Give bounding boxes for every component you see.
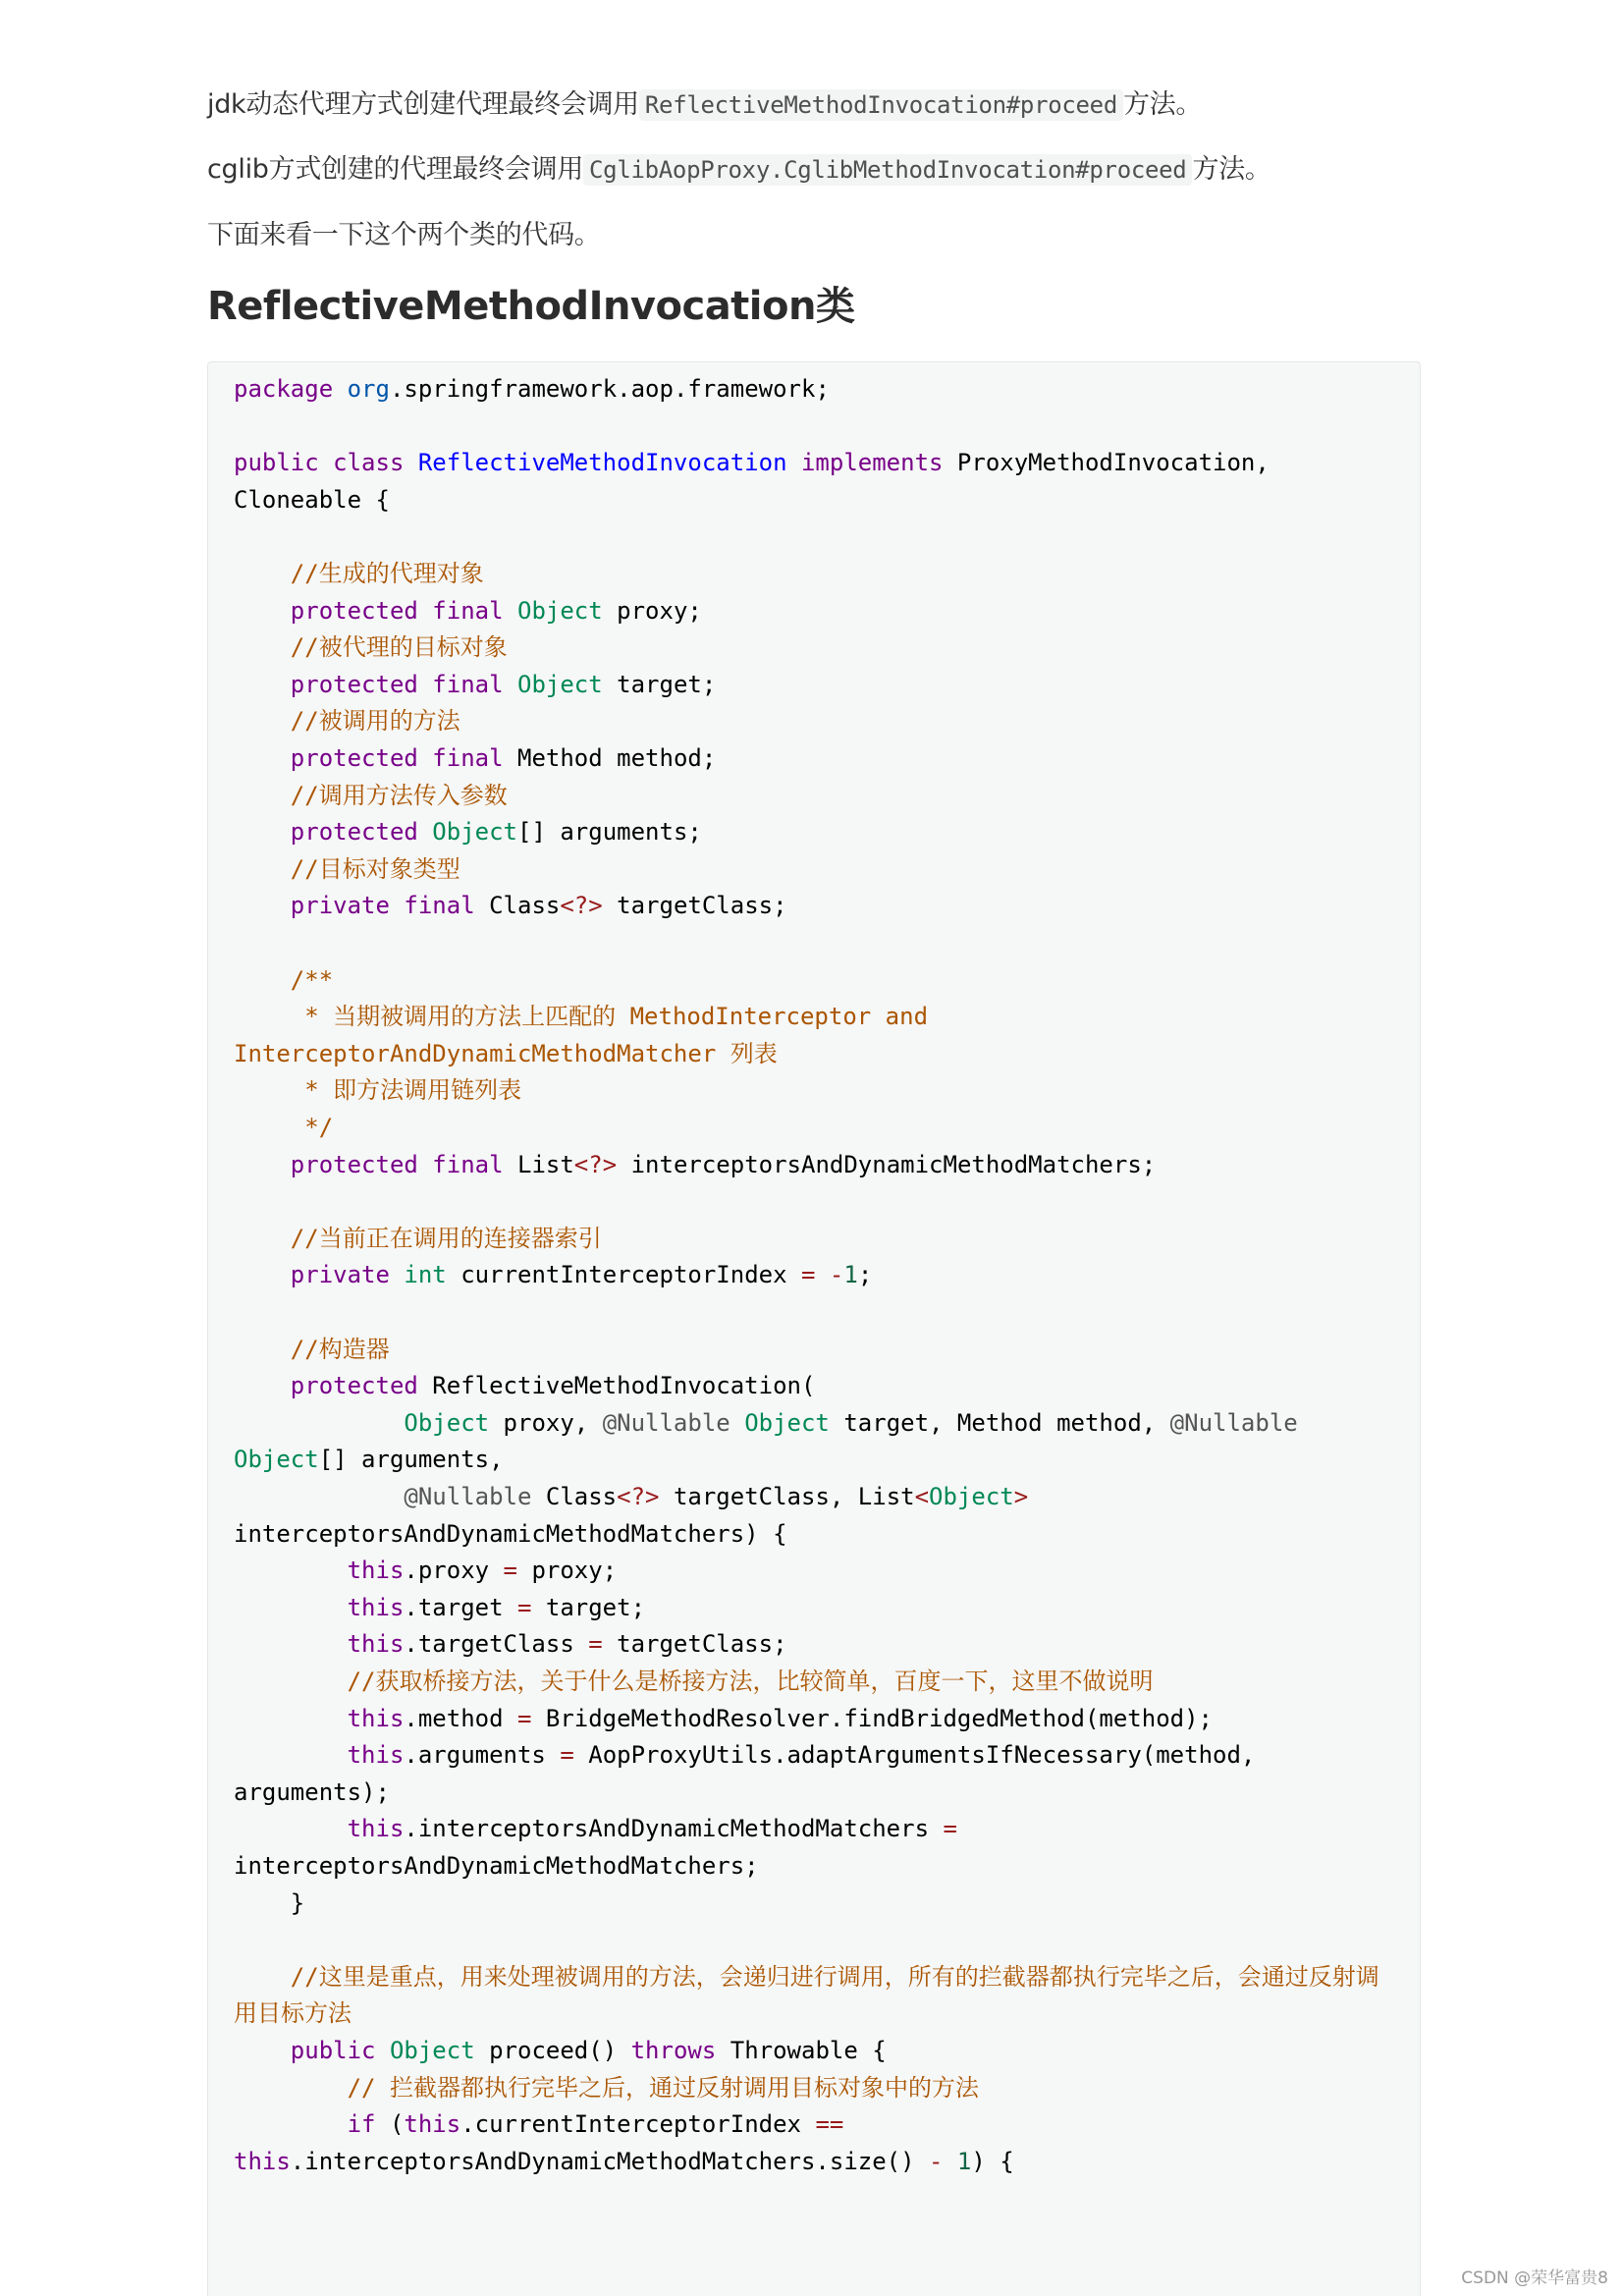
- code-line: [234, 1998, 351, 2028]
- code-token: =: [588, 1630, 603, 1659]
- code-line: [234, 1150, 1156, 1179]
- code-token: protected final: [290, 596, 504, 625]
- code-token: private final: [290, 892, 475, 920]
- code-token: currentInterceptorIndex: [446, 1261, 801, 1289]
- code-token: @Nullable: [1169, 1408, 1298, 1437]
- code-token: [234, 1336, 291, 1363]
- code-token: =: [516, 1704, 532, 1732]
- code-token: proxy;: [517, 1557, 618, 1585]
- code-token: //这里是重点，用来处理被调用的方法，会递归进行调用，所有的拦截器都执行完毕之后，会通过反射调: [290, 1962, 1379, 1991]
- code-line: [234, 1851, 759, 1881]
- code-token: throws: [630, 2037, 717, 2064]
- paragraph-text: cglib方式创建的代理最终会调用: [207, 154, 584, 185]
- code-token: // 拦截器都执行完毕之后，通过反射调用目标对象中的方法: [347, 2073, 979, 2102]
- code-token: Class: [531, 1483, 618, 1510]
- code-line: [234, 374, 830, 404]
- code-token: Object: [389, 2037, 475, 2064]
- paragraph-jdk-proxy: [207, 82, 1202, 121]
- code-line: [234, 1556, 617, 1585]
- code-token: */: [304, 1114, 334, 1141]
- code-token: 1: [956, 2147, 972, 2175]
- code-token: * 即方法调用链列表: [304, 1076, 522, 1105]
- code-token: /**: [290, 965, 334, 994]
- code-token: [234, 1409, 404, 1437]
- code-token: .targetClass: [404, 1630, 589, 1659]
- code-line: [234, 891, 787, 920]
- code-line: [234, 2036, 887, 2065]
- code-line: [234, 1260, 872, 1289]
- code-token: .method: [404, 1704, 517, 1732]
- code-line: [234, 670, 716, 699]
- code-token: [376, 2037, 390, 2064]
- code-token: //目标对象类型: [290, 854, 460, 883]
- code-token: proxy,: [489, 1408, 603, 1437]
- code-token: [234, 1225, 291, 1252]
- code-token: protected: [290, 1372, 418, 1400]
- code-token: this: [347, 1741, 405, 1770]
- code-token: ;: [857, 1261, 873, 1289]
- code-line: [234, 2073, 979, 2103]
- code-token: [234, 1667, 348, 1695]
- code-line: [234, 448, 1270, 477]
- code-token: InterceptorAndDynamicMethodMatcher 列表: [234, 1039, 778, 1067]
- code-token: [234, 671, 291, 698]
- code-token: [234, 1003, 304, 1030]
- code-line: [234, 1519, 787, 1549]
- code-token: AopProxyUtils.adaptArgumentsIfNecessary(method,: [573, 1741, 1256, 1770]
- code-token: //被代理的目标对象: [290, 633, 508, 662]
- code-line: [234, 1740, 1255, 1770]
- code-token: //当前正在调用的连接器索引: [290, 1224, 602, 1252]
- code-line: [234, 2109, 843, 2139]
- code-line: [234, 2147, 1014, 2176]
- code-token: Object: [929, 1483, 1014, 1510]
- code-line: [234, 632, 508, 662]
- code-token: [234, 1557, 348, 1584]
- code-line: [234, 706, 460, 736]
- code-token: [234, 2037, 291, 2064]
- code-token: Object: [517, 670, 603, 698]
- code-line: [234, 965, 333, 995]
- code-token: [234, 892, 291, 919]
- inline-code: ReflectiveMethodInvocation#proceed: [639, 89, 1123, 121]
- code-line: [234, 596, 702, 626]
- code-token: Object: [744, 1408, 830, 1437]
- code-token: @Nullable: [602, 1408, 730, 1437]
- code-token: BridgeMethodResolver.findBridgedMethod(method);: [531, 1704, 1213, 1732]
- code-token: ProxyMethodInvocation,: [943, 449, 1270, 477]
- code-token: targetClass;: [602, 1630, 787, 1659]
- code-token: [234, 1372, 291, 1399]
- code-line: [234, 1445, 504, 1474]
- code-token: public class: [234, 449, 405, 477]
- paragraph-text: 方法。: [1122, 89, 1203, 120]
- code-token: [234, 966, 291, 994]
- code-line: [234, 1962, 1379, 1992]
- code-token: [234, 2074, 348, 2102]
- code-token: targetClass, List: [659, 1483, 915, 1510]
- code-token: this: [347, 1630, 405, 1659]
- code-line: [234, 1335, 390, 1364]
- code-token: [] arguments;: [517, 818, 702, 847]
- code-token: [234, 2110, 348, 2138]
- code-token: (: [375, 2110, 405, 2139]
- code-token: //被调用的方法: [290, 707, 460, 736]
- code-token: [504, 671, 517, 698]
- code-token: -: [829, 1261, 844, 1289]
- code-token: @Nullable: [404, 1483, 532, 1510]
- section-heading: ReflectiveMethodInvocation类: [207, 284, 855, 329]
- code-token: .springframework.aop.framework;: [389, 375, 830, 403]
- code-token: //生成的代理对象: [290, 560, 484, 587]
- code-token: this: [404, 2110, 461, 2139]
- code-token: =: [560, 1741, 574, 1770]
- code-token: protected final: [290, 670, 504, 698]
- code-token: [730, 1409, 744, 1437]
- code-token: List: [503, 1150, 574, 1178]
- code-token: targetClass;: [602, 892, 787, 920]
- code-token: private: [290, 1261, 390, 1289]
- paragraph-intro: 下面来看一下这个两个类的代码。: [207, 220, 601, 250]
- code-token: //构造器: [290, 1335, 390, 1363]
- code-token: [234, 633, 291, 661]
- code-line: [234, 743, 716, 773]
- code-token: [943, 2148, 956, 2175]
- code-token: [234, 1076, 304, 1104]
- code-token: .currentInterceptorIndex: [460, 2110, 816, 2139]
- code-token: =: [943, 1815, 957, 1843]
- code-token: Object: [432, 818, 517, 847]
- code-token: Cloneable {: [234, 485, 390, 514]
- code-line: [234, 1371, 815, 1400]
- code-token: [] arguments,: [318, 1446, 504, 1474]
- code-token: [234, 782, 291, 809]
- code-token: [234, 597, 291, 625]
- code-line: [234, 1704, 1213, 1733]
- code-token: [504, 597, 517, 625]
- code-token: [234, 1963, 291, 1991]
- code-token: .arguments: [404, 1741, 561, 1770]
- code-token: [787, 449, 801, 476]
- code-line: [234, 1667, 1154, 1696]
- code-token: target, Method method,: [829, 1408, 1170, 1437]
- code-token: .target: [404, 1593, 517, 1621]
- code-token: interceptorsAndDynamicMethodMatchers;: [234, 1852, 759, 1880]
- inline-code: CglibAopProxy.CglibMethodInvocation#proceed: [583, 154, 1192, 186]
- code-token: [234, 1151, 291, 1178]
- code-token: Throwable {: [716, 2037, 887, 2064]
- code-line: [234, 559, 484, 588]
- code-token: this: [347, 1557, 405, 1585]
- code-line: [234, 1888, 304, 1918]
- code-token: <?>: [573, 1150, 618, 1178]
- code-token: [234, 818, 291, 846]
- code-token: <?>: [617, 1483, 660, 1510]
- code-line: [234, 1814, 957, 1843]
- code-token: [234, 1705, 348, 1732]
- code-token: //获取桥接方法，关于什么是桥接方法，比较简单，百度一下，这里不做说明: [347, 1667, 1154, 1695]
- code-token: Object: [517, 596, 603, 625]
- code-line: [234, 1629, 787, 1659]
- code-token: >: [1013, 1483, 1029, 1510]
- code-token: this: [234, 2147, 291, 2175]
- code-token: [234, 1630, 348, 1658]
- code-token: [234, 1594, 348, 1621]
- code-line: [234, 854, 460, 884]
- code-line: [234, 1224, 602, 1253]
- code-token: Method method;: [503, 744, 717, 772]
- code-token: =: [801, 1261, 816, 1289]
- code-token: [234, 744, 291, 772]
- code-token: this: [347, 1815, 405, 1843]
- paragraph-text: 方法。: [1192, 154, 1271, 185]
- code-token: Class: [474, 892, 561, 920]
- code-token: org: [347, 375, 390, 403]
- code-token: [234, 1741, 348, 1769]
- code-token: interceptorsAndDynamicMethodMatchers;: [617, 1150, 1157, 1178]
- code-token: ) {: [971, 2147, 1014, 2175]
- code-token: protected final: [290, 1150, 504, 1178]
- code-token: if: [347, 2110, 376, 2139]
- code-token: =: [503, 1557, 517, 1585]
- code-token: 1: [843, 1261, 858, 1289]
- code-token: [234, 855, 291, 883]
- code-token: public: [290, 2037, 376, 2064]
- code-token: [234, 707, 291, 735]
- code-line: [234, 1002, 928, 1031]
- code-token: Object: [404, 1408, 490, 1437]
- code-token: 用目标方法: [234, 1999, 351, 2028]
- code-token: [234, 1261, 291, 1288]
- code-token: target;: [602, 670, 717, 698]
- code-token: ReflectiveMethodInvocation(: [417, 1372, 816, 1400]
- code-token: -: [929, 2147, 944, 2175]
- code-token: .interceptorsAndDynamicMethodMatchers.size(): [290, 2147, 930, 2175]
- code-token: //调用方法传入参数: [290, 781, 508, 809]
- code-token: int: [404, 1261, 447, 1289]
- code-token: .interceptorsAndDynamicMethodMatchers: [404, 1815, 944, 1843]
- code-token: Object: [234, 1446, 319, 1474]
- code-token: [815, 1261, 829, 1288]
- code-token: }: [234, 1888, 305, 1917]
- code-line: [234, 1075, 521, 1105]
- code-token: this: [347, 1704, 405, 1732]
- code-token: package: [234, 375, 334, 403]
- code-token: [333, 375, 347, 403]
- code-line: [234, 1593, 645, 1622]
- code-token: <: [914, 1483, 930, 1510]
- code-token: ==: [815, 2110, 844, 2139]
- code-line: [234, 1777, 390, 1807]
- paragraph-cglib-proxy: [207, 147, 1271, 186]
- code-token: [404, 449, 417, 476]
- code-token: [234, 1114, 304, 1141]
- code-token: proceed(): [474, 2037, 631, 2064]
- code-token: target;: [531, 1593, 646, 1621]
- code-token: <?>: [560, 892, 603, 920]
- code-token: this: [347, 1593, 405, 1621]
- watermark: CSDN @荣华富贵8: [1461, 2269, 1608, 2288]
- code-line: [234, 1113, 333, 1142]
- code-line: [234, 485, 390, 515]
- code-token: =: [516, 1593, 532, 1621]
- code-token: proxy;: [602, 596, 702, 625]
- code-token: protected: [290, 818, 418, 847]
- code-line: [234, 817, 702, 847]
- code-token: implements: [800, 449, 944, 477]
- code-line: [234, 781, 508, 810]
- code-token: [234, 1815, 348, 1842]
- code-token: protected final: [290, 744, 504, 772]
- code-token: arguments);: [234, 1777, 390, 1806]
- code-token: .proxy: [404, 1557, 504, 1585]
- code-token: ReflectiveMethodInvocation: [417, 449, 787, 477]
- code-block: [207, 361, 1421, 2296]
- code-token: [234, 1483, 404, 1510]
- code-line: [234, 1039, 778, 1068]
- code-line: [234, 1408, 1298, 1438]
- code-token: [390, 1261, 404, 1288]
- code-line: [234, 1482, 1028, 1511]
- paragraph-text: jdk动态代理方式创建代理最终会调用: [207, 89, 639, 120]
- code-token: [418, 818, 432, 846]
- code-token: interceptorsAndDynamicMethodMatchers) {: [234, 1519, 787, 1548]
- code-token: * 当期被调用的方法上匹配的 MethodInterceptor and: [304, 1003, 929, 1031]
- code-token: [234, 560, 291, 587]
